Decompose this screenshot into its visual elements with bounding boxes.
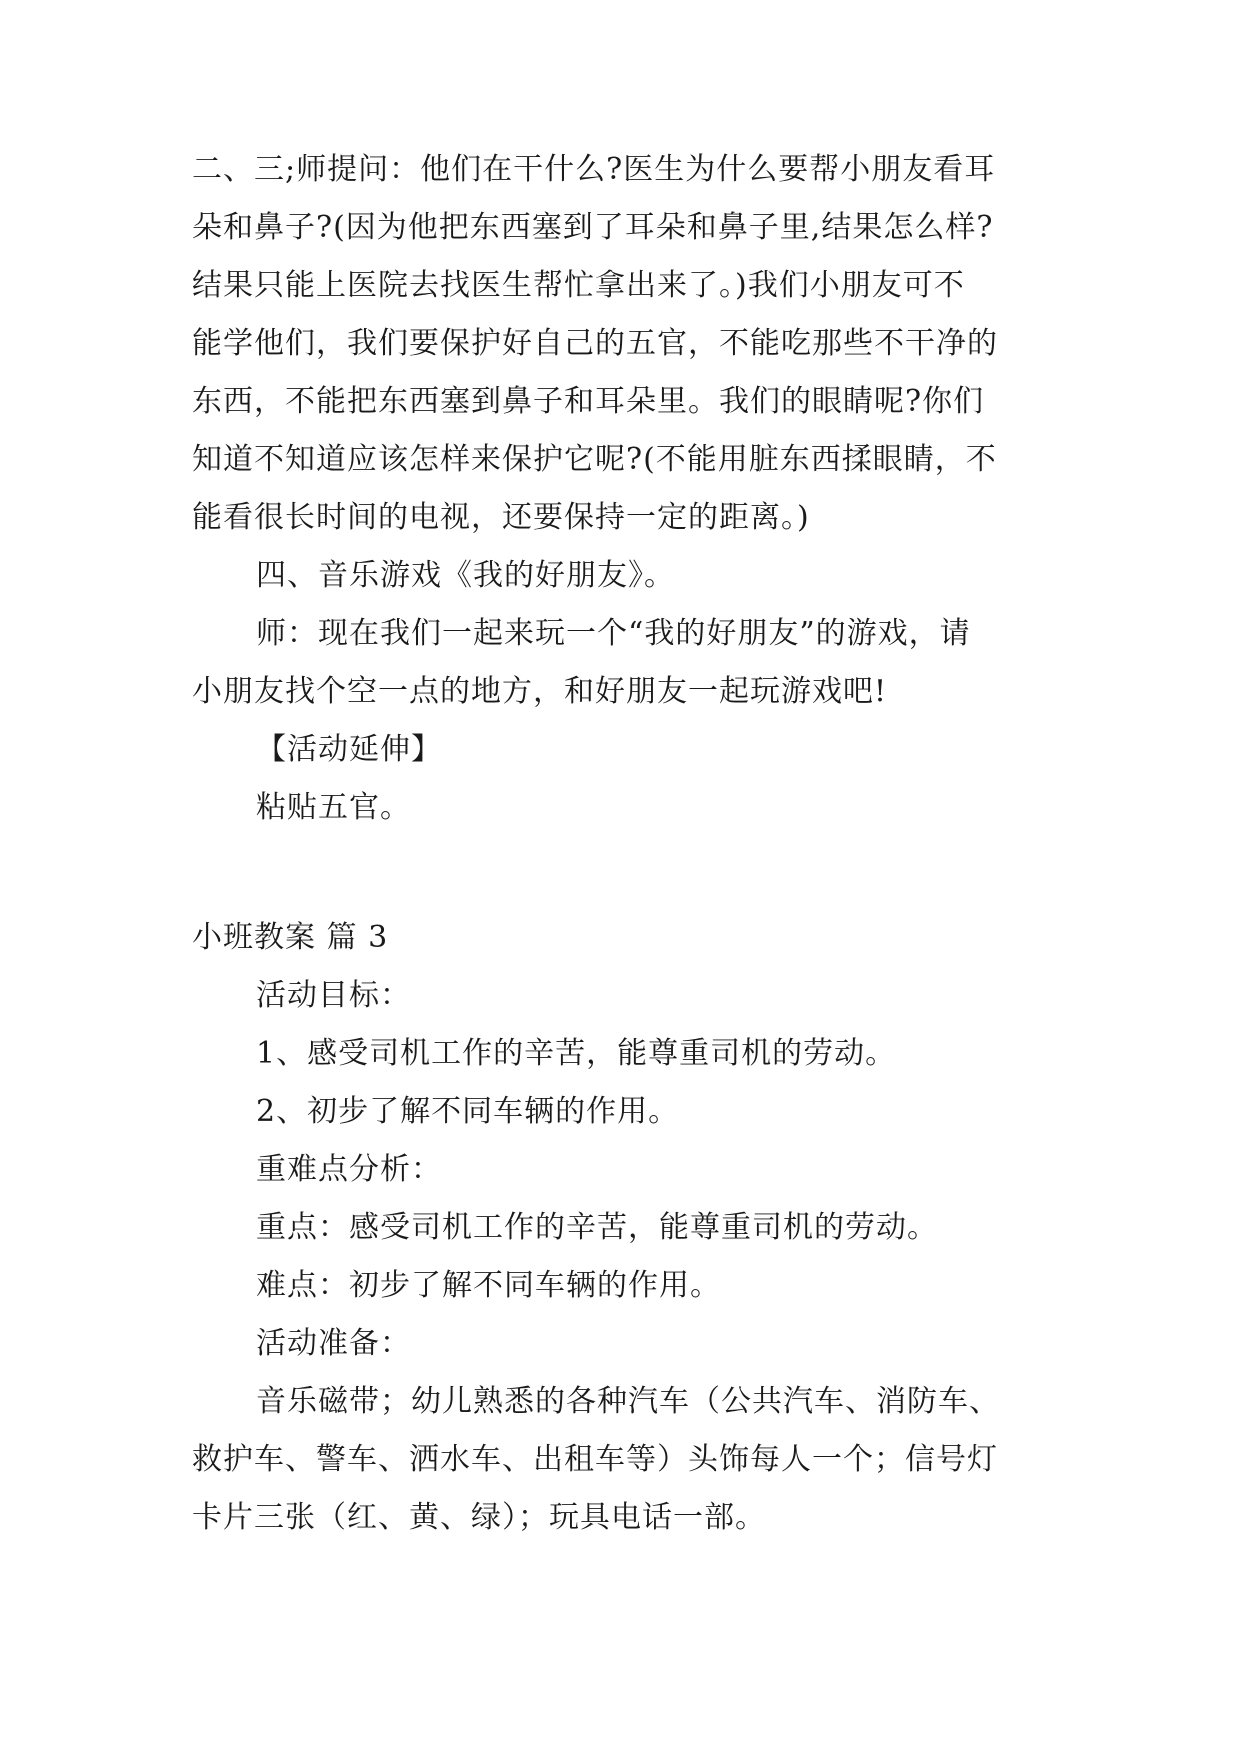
section-heading: 重难点分析： [256,1152,442,1187]
paragraph-line: 能看很长时间的电视，还要保持一定的距离。) [192,500,810,535]
list-item: 2、初步了解不同车辆的作用。 [256,1094,680,1129]
paragraph-line: 二、三;师提问：他们在干什么?医生为什么要帮小朋友看耳 [192,152,996,187]
section-heading: 四、音乐游戏《我的好朋友》。 [256,558,675,593]
paragraph-line: 能学他们，我们要保护好自己的五官，不能吃那些不干净的 [192,326,998,361]
paragraph-line: 重点：感受司机工作的辛苦，能尊重司机的劳动。 [256,1210,938,1245]
paragraph-line: 结果只能上医院去找医生帮忙拿出来了。)我们小朋友可不 [192,268,965,303]
paragraph-line: 救护车、警车、洒水车、出租车等）头饰每人一个；信号灯 [192,1442,998,1477]
paragraph-line: 朵和鼻子?(因为他把东西塞到了耳朵和鼻子里,结果怎么样? [192,210,994,245]
paragraph-line: 知道不知道应该怎样来保护它呢?(不能用脏东西揉眼睛，不 [192,442,997,477]
paragraph-line: 粘贴五官。 [256,790,411,825]
list-item: 1、感受司机工作的辛苦，能尊重司机的劳动。 [256,1036,897,1071]
paragraph-line: 卡片三张（红、黄、绿）；玩具电话一部。 [192,1500,766,1535]
paragraph-line: 师：现在我们一起来玩一个“我的好朋友”的游戏，请 [256,616,971,651]
lesson-title: 小班教案 篇 3 [192,920,389,955]
paragraph-line: 音乐磁带；幼儿熟悉的各种汽车（公共汽车、消防车、 [256,1384,1000,1419]
section-heading: 【活动延伸】 [256,732,442,767]
paragraph-line: 小朋友找个空一点的地方，和好朋友一起玩游戏吧! [192,674,888,709]
section-heading: 活动准备： [256,1326,411,1361]
paragraph-line: 难点：初步了解不同车辆的作用。 [256,1268,721,1303]
section-heading: 活动目标： [256,978,411,1013]
paragraph-line: 东西，不能把东西塞到鼻子和耳朵里。我们的眼睛呢?你们 [192,384,985,419]
